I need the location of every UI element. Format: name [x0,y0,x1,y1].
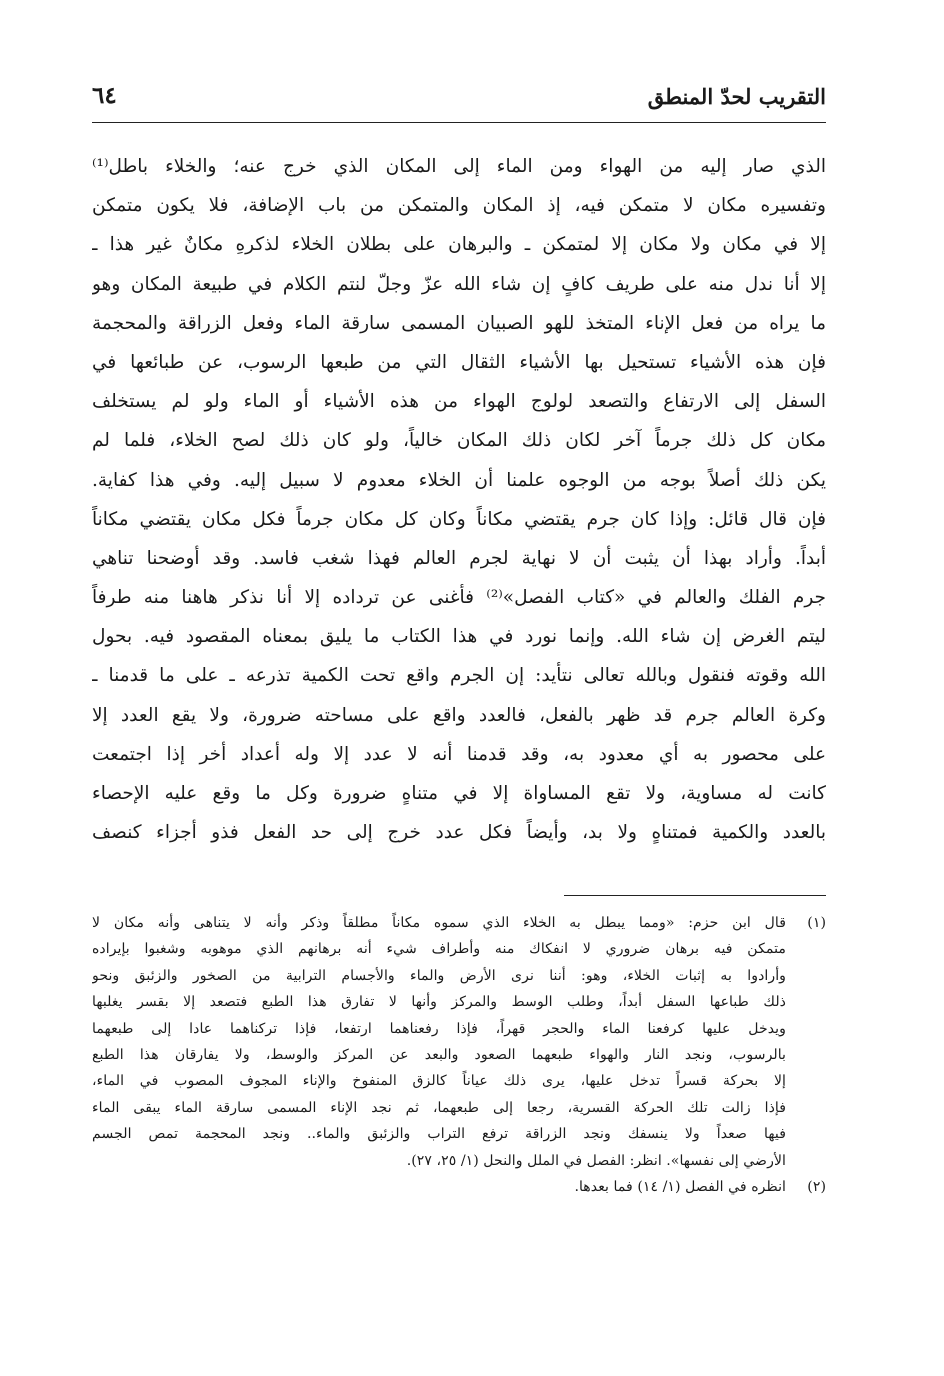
body-line: إلا أنا ندل منه على طريف كافٍ إن شاء الله عزّ وجلّ لنتم الكلام في طبيعة المكان وهو [92,273,826,295]
footnotes [92,910,826,1200]
body-line: وكرة العالم جرم قد ظهر بالفعل، فالعدد واقع على مساحته ضرورة، ولا يقع العدد إلا [92,704,826,726]
footnote-text: متمكن فيه برهان ضروري لا انفكاك منه وأطراف شيء أنه برهانهم الذي موهوبه وشغبوا بإيراده [92,941,786,958]
footnote-text: ذلك طباعها السفل أبداً، وطلب الوسط والمركز وأنها لا تفارق هذا الطبع فتصعد إلا بقسر يغلبها [92,994,786,1011]
footnote-text: وأرادوا به إثبات الخلاء، وهو: أننا نرى الأرض والماء والأجسام الترابية من الصخور والزئبق ونحو [92,967,786,984]
body-line: أبداً. وأراد بهذا أن يثبت أن لا نهاية لجرم العالم فهذا شغب فاسد. وقد أوضحنا تناهي [92,547,826,569]
footnote-line [92,910,826,936]
main-text [92,147,826,852]
footnote-text: بالرسوب، ونجد النار والهواء طبعهما الصعود والبعد عن المركز والوسط، ولا يفارقان هذا الطبع [92,1046,786,1063]
footnote-text: فيها صعداً ولا ينسفك ونجد الزراقة ترفع التراب والزئبق والماء.. ونجد المحجمة تمص الجسم [92,1126,786,1143]
footnote-marker: (٢) [807,1178,826,1195]
footnote-text: قال ابن حزم: «ومما يبطل به الخلاء الذي سموه مكاناً مطلقاً وذكر وأنه لا يتناهى وأنه مكان لا [92,915,786,931]
footnote-text: فإذا زالت تلك الحركة القسرية، رجعا إلى طبعهما، ثم نجد الإناء المسمى سارقة الماء يبقى الماء [92,1099,786,1116]
footnote-line [92,936,826,962]
footnote-separator [564,895,826,896]
footnote-line [92,1016,826,1042]
body-line: السفل إلى الارتفاع والتصعد لولوج الهواء من هذه الأشياء أو الماء ولو لم يستخلف [92,391,826,413]
body-line: بالعدد والكمية فمتناهٍ ولا بد، وأيضاً فكل عدد خرج إلى حد الفعل فذو أجزاء كنصف [92,822,826,844]
body-line: فإن هذه الأشياء تستحيل بها الأشياء الثقال التي من طبعها الرسوب، عن طبائعها في [92,351,826,373]
body-line: يكن ذلك أصلاً بوجه من الوجوه علمنا أن الخلاء معدوم لا سبيل إليه. وفي هذا كفاية. [92,469,826,491]
footnote-line [92,989,826,1015]
footnote-text: ويدخل عليها كرفعنا الماء والحجر قهراً، فإذا رفعناهما ارتفعا، فإذا تركناهما عادا إلى طبعهما [92,1020,786,1037]
footnote-text: انظره في الفصل (١/ ١٤) فما بعدها. [574,1178,786,1195]
footnote-line [92,1068,826,1094]
footnote-line [92,963,826,989]
footnote-text: إلا بحركة قسراً تدخل عليها، يرى ذلك عياناً كالزق المنفوخ والإناء المجوف المصوب في الماء، [92,1073,786,1090]
page-number: ٦٤ [92,82,117,109]
body-line: ليتم الغرض إن شاء الله. وإنما نورد في هذا الكتاب ما يليق بمعناه المقصود فيه. بحول [92,626,826,648]
body-line: ما يراه من فعل الإناء المتخذ للهو الصبيان المسمى سارقة الماء وفعل الزراقة والمحجمة [92,312,826,334]
footnote-line [92,1042,826,1068]
body-line: وتفسيره مكان لا متمكن فيه، إذ المكان والمتمكن من باب الإضافة، فلا يكون متمكن [92,195,826,217]
body-line: مكان كل ذلك جرماً آخر لكان ذلك المكان خالياً، ولو كان ذلك لصح الخلاء، فلما لم [92,430,826,452]
footnote-marker: (١) [807,915,826,931]
footnote-line [92,1095,826,1121]
footnote-line [92,1174,826,1200]
footnote-line [92,1121,826,1147]
body-line: إلا في مكان ولا مكان إلا لمتمكن ـ والبرهان على بطلان الخلاء لذكرهِ مكانٌ غير هذا ـ [92,234,826,256]
body-line: الله وقوته فنقول وبالله تعالى نتأيد: إن الجرم واقع تحت الكمية تذرعه ـ على ما قدمنا ـ [92,665,826,687]
body-line: جرم الفلك والعالم في «كتاب الفصل»⁽²⁾ فأغنى عن ترداده إلا أنا نذكر هاهنا منه طرفاً [92,587,826,609]
body-line: كانت له مساوية، ولا تقع المساواة إلا في متناهٍ ضرورة وكل ما وقع عليه الإحصاء [92,783,826,804]
body-line: فإن قال قائل: وإذا كان جرم يقتضي مكاناً وكان كل مكان جرماً فكل مكان يقتضي مكاناً [92,508,826,530]
header-title: التقريب لحدّ المنطق [647,84,826,109]
footnote-text: الأرضي إلى نفسها». انظر: الفصل في الملل والنحل (١/ ٢٥، ٢٧). [406,1152,786,1169]
running-header [92,82,826,123]
body-line: الذي صار إليه من الهواء ومن الماء إلى المكان الذي خرج عنه؛ والخلاء باطل⁽¹⁾ [92,156,826,177]
body-line: على محصور به أي معدود به، وقد قدمنا أنه لا عدد إلا وله أعداد أخر إذا اجتمعت [92,743,826,765]
footnote-line [92,1148,826,1174]
